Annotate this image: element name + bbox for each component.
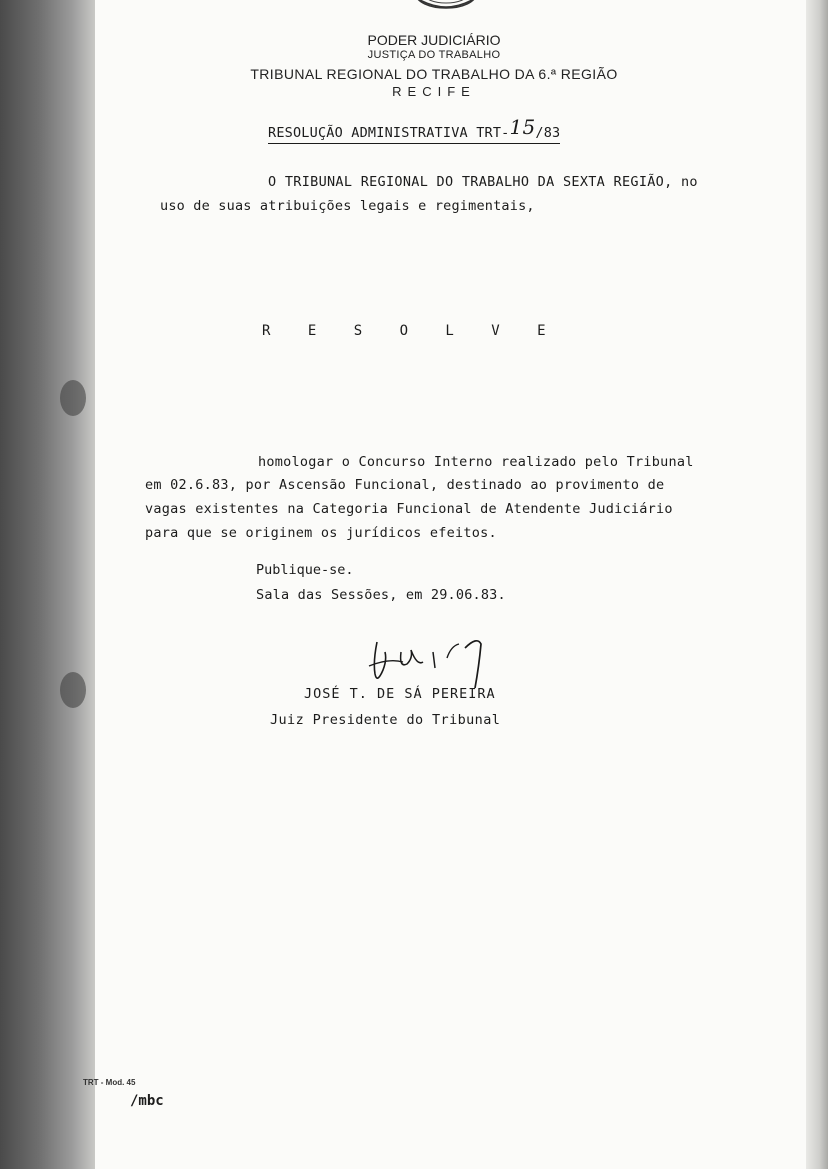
header-tribunal: TRIBUNAL REGIONAL DO TRABALHO DA 6.ª REGIÃO bbox=[250, 66, 618, 82]
preamble-line-1: O TRIBUNAL REGIONAL DO TRABALHO DA SEXTA REGIÃO, no bbox=[268, 174, 698, 190]
punch-hole-top bbox=[60, 380, 86, 416]
session-date: Sala das Sessões, em 29.06.83. bbox=[256, 587, 506, 603]
coat-of-arms-seal bbox=[412, 0, 480, 20]
resolution-prefix: RESOLUÇÃO ADMINISTRATIVA TRT- bbox=[268, 125, 510, 141]
handwritten-signature bbox=[355, 622, 505, 694]
form-model-label: TRT - Mod. 45 bbox=[83, 1078, 136, 1087]
publish-order: Publique-se. bbox=[256, 562, 354, 578]
resolve-heading: R E S O L V E bbox=[262, 323, 561, 339]
signer-role: Juiz Presidente do Tribunal bbox=[270, 712, 501, 728]
header-city: RECIFE bbox=[392, 84, 476, 99]
punch-hole-bottom bbox=[60, 672, 86, 708]
scan-margin-right bbox=[806, 0, 828, 1169]
preamble-line-2: uso de suas atribuições legais e regimentais, bbox=[160, 198, 535, 214]
body-line-4: para que se originem os jurídicos efeitos. bbox=[145, 525, 497, 541]
header-poder: PODER JUDICIÁRIO bbox=[367, 32, 501, 48]
typist-initials: /mbc bbox=[130, 1093, 164, 1109]
resolution-year: /83 bbox=[535, 125, 561, 141]
resolution-title bbox=[268, 115, 561, 144]
body-line-2: em 02.6.83, por Ascensão Funcional, destinado ao provimento de bbox=[145, 477, 665, 493]
scan-margin-left bbox=[0, 0, 95, 1169]
body-line-1: homologar o Concurso Interno realizado pelo Tribunal bbox=[258, 454, 694, 470]
body-line-3: vagas existentes na Categoria Funcional de Atendente Judiciário bbox=[145, 501, 673, 517]
header-justica: JUSTIÇA DO TRABALHO bbox=[367, 49, 501, 61]
signer-name: JOSÉ T. DE SÁ PEREIRA bbox=[304, 686, 496, 702]
resolution-number: 15 bbox=[509, 115, 536, 139]
